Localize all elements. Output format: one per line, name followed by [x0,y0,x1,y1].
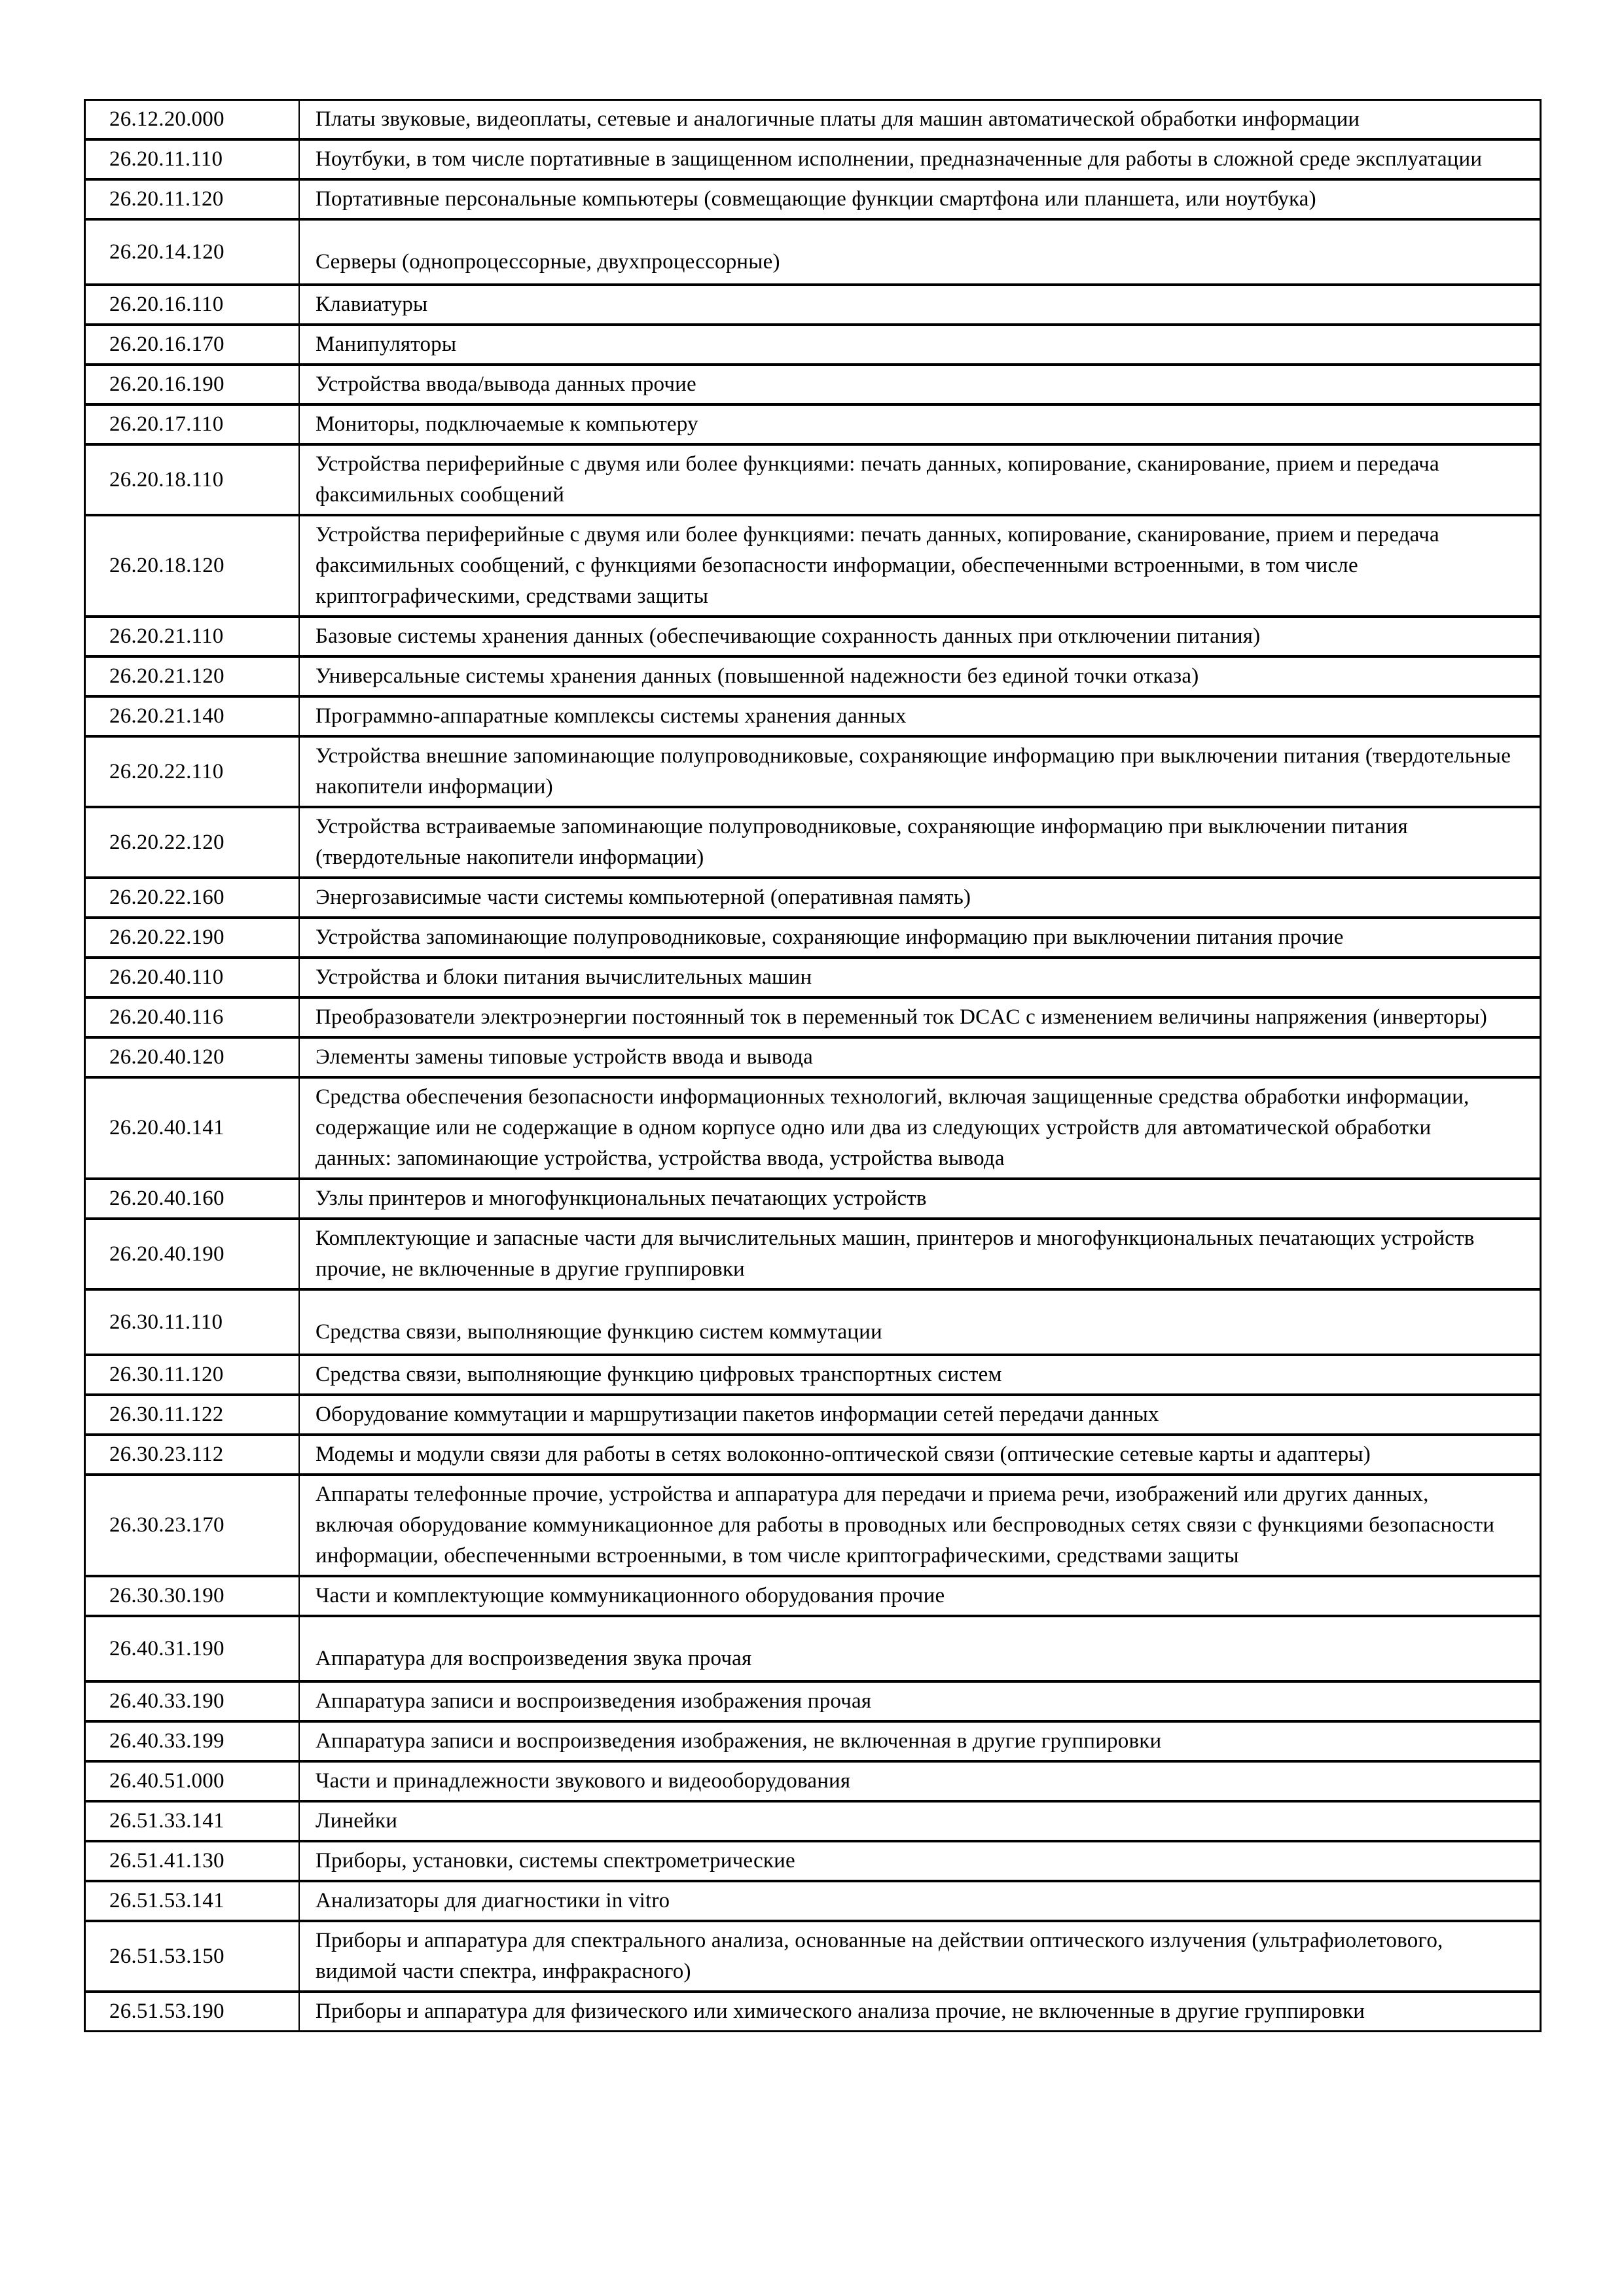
code-cell: 26.20.21.140 [86,698,300,735]
description-cell: Приборы и аппаратура для физического или химического анализа прочие, не включенные в другие группировки [316,2000,1365,2023]
description-cell: Устройства и блоки питания вычислительных машин [316,965,812,989]
table-row [86,1763,1540,1803]
code-cell: 26.30.11.120 [86,1356,300,1393]
table-row [86,181,1540,221]
code-cell: 26.20.40.110 [86,959,300,996]
code-cell: 26.20.40.141 [86,1079,300,1177]
code-cell: 26.51.53.141 [86,1882,300,1920]
table-row [86,1180,1540,1220]
description-cell: Узлы принтеров и многофункциональных печатающих устройств [316,1187,927,1210]
code-cell: 26.20.16.190 [86,366,300,403]
code-cell: 26.51.53.190 [86,1993,300,2030]
table-row [86,1039,1540,1079]
description-cell: Части и комплектующие коммуникационного оборудования прочие [316,1584,945,1607]
code-cell: 26.20.14.120 [86,221,300,283]
code-cell: 26.30.30.190 [86,1577,300,1615]
code-cell: 26.30.23.112 [86,1436,300,1473]
code-cell: 26.20.11.110 [86,141,300,178]
table-row [86,326,1540,366]
description-cell: Базовые системы хранения данных (обеспечивающие сохранность данных при отключении питания) [316,624,1261,648]
table-row [86,1356,1540,1396]
table-row [86,406,1540,446]
table-row [86,366,1540,406]
description-cell: Платы звуковые, видеоплаты, сетевые и аналогичные платы для машин автоматической обработки информации [316,107,1360,131]
code-cell: 26.30.11.110 [86,1291,300,1354]
code-cell: 26.20.22.190 [86,919,300,956]
code-cell: 26.20.18.110 [86,446,300,514]
code-cell: 26.20.21.110 [86,618,300,655]
table-row [86,919,1540,959]
code-cell: 26.30.23.170 [86,1476,300,1575]
table-row [86,1882,1540,1922]
table-row [86,1436,1540,1476]
description-cell: Элементы замены типовые устройств ввода и вывода [316,1045,813,1069]
table-row [86,1723,1540,1763]
description-cell: Устройства запоминающие полупроводниковые, сохраняющие информацию при выключении питания прочие [316,925,1344,949]
code-cell: 26.20.18.120 [86,516,300,615]
description-cell: Оборудование коммутации и маршрутизации пакетов информации сетей передачи данных [316,1403,1159,1426]
code-cell: 26.40.51.000 [86,1763,300,1800]
description-cell: Анализаторы для диагностики in vitro [316,1889,670,1912]
description-cell: Аппаратура записи и воспроизведения изображения прочая [316,1689,872,1713]
description-cell: Устройства периферийные с двумя или более функциями: печать данных, копирование, сканирование, прием и передача факсимильных сообщений [316,452,1439,507]
description-cell: Аппаратура для воспроизведения звука прочая [316,1647,752,1670]
code-cell: 26.20.22.120 [86,808,300,876]
code-cell: 26.20.22.160 [86,879,300,916]
description-cell: Комплектующие и запасные части для вычислительных машин, принтеров и многофункциональных печатающих устройств прочие, не включенные в другие группировки [316,1227,1475,1281]
code-cell: 26.40.33.199 [86,1723,300,1760]
code-cell: 26.20.17.110 [86,406,300,443]
table-row [86,1922,1540,1993]
table-row [86,959,1540,999]
description-cell: Приборы и аппаратура для спектрального анализа, основанные на действии оптического излучения (ультрафиолетового, видимой части спектра, инфракрасного) [316,1929,1443,1983]
table-row [86,1683,1540,1723]
table-row [86,618,1540,658]
description-cell: Устройства периферийные с двумя или более функциями: печать данных, копирование, сканирование, прием и передача факсимильных сообщений, с функциями безопасности информации, обеспеченными встроенными, в том числе криптографическими, средствами защиты [316,523,1439,608]
table-row [86,221,1540,286]
table-row [86,808,1540,879]
table-row [86,879,1540,919]
code-cell: 26.20.21.120 [86,658,300,695]
description-cell: Средства связи, выполняющие функцию цифровых транспортных систем [316,1363,1002,1386]
description-cell: Средства связи, выполняющие функцию систем коммутации [316,1320,882,1344]
code-cell: 26.20.40.120 [86,1039,300,1076]
table-row [86,999,1540,1039]
table-row [86,1842,1540,1882]
table-row [86,1617,1540,1683]
okpd2-codes-table [84,99,1542,2032]
code-cell: 26.51.53.150 [86,1922,300,1990]
description-cell: Универсальные системы хранения данных (повышенной надежности без единой точки отказа) [316,664,1199,688]
table-row [86,1396,1540,1436]
table-row [86,738,1540,808]
code-cell: 26.20.16.110 [86,286,300,323]
table-row [86,1079,1540,1180]
table-row [86,141,1540,181]
description-cell: Портативные персональные компьютеры (совмещающие функции смартфона или планшета, или ноутбука) [316,187,1316,211]
description-cell: Мониторы, подключаемые к компьютеру [316,412,698,436]
code-cell: 26.40.33.190 [86,1683,300,1720]
description-cell: Энергозависимые части системы компьютерной (оперативная память) [316,886,971,909]
description-cell: Линейки [316,1809,398,1833]
code-cell: 26.20.40.160 [86,1180,300,1217]
table-row [86,446,1540,516]
table-row [86,698,1540,738]
table-row [86,1993,1540,2030]
code-cell: 26.51.41.130 [86,1842,300,1880]
description-cell: Серверы (однопроцессорные, двухпроцессорные) [316,250,780,274]
table-row [86,516,1540,618]
code-cell: 26.20.16.170 [86,326,300,363]
description-cell: Части и принадлежности звукового и видеооборудования [316,1769,851,1793]
table-row [86,1577,1540,1617]
description-cell: Устройства внешние запоминающие полупроводниковые, сохраняющие информацию при выключении питания (твердотельные накопители информации) [316,744,1511,798]
table-row [86,286,1540,326]
code-cell: 26.20.22.110 [86,738,300,806]
code-cell: 26.12.20.000 [86,101,300,138]
description-cell: Манипуляторы [316,332,457,356]
code-cell: 26.30.11.122 [86,1396,300,1433]
description-cell: Модемы и модули связи для работы в сетях волоконно-оптической связи (оптические сетевые карты и адаптеры) [316,1443,1371,1466]
table-row [86,658,1540,698]
description-cell: Приборы, установки, системы спектрометрические [316,1849,795,1873]
code-cell: 26.20.11.120 [86,181,300,218]
description-cell: Ноутбуки, в том числе портативные в защищенном исполнении, предназначенные для работы в сложной среде эксплуатации [316,147,1483,171]
description-cell: Устройства ввода/вывода данных прочие [316,372,696,396]
description-cell: Средства обеспечения безопасности информационных технологий, включая защищенные средства обработки информации, содержащие или не содержащие в одном корпусе одно или два из следующих устройств для автоматической обработки данных: запоминающие устройства, устройства ввода, устройства вывода [316,1085,1470,1170]
table-row [86,1220,1540,1291]
description-cell: Устройства встраиваемые запоминающие полупроводниковые, сохраняющие информацию при выключении питания (твердотельные накопители информации) [316,815,1408,869]
description-cell: Аппараты телефонные прочие, устройства и аппаратура для передачи и приема речи, изображений или других данных, включая оборудование коммуникационное для работы в проводных или беспроводных сетях связи с функциями безопасности информации, обеспеченными встроенными, в том числе криптографическими, средствами защиты [316,1482,1495,1568]
table-row [86,1803,1540,1842]
code-cell: 26.40.31.190 [86,1617,300,1680]
code-cell: 26.51.33.141 [86,1803,300,1840]
description-cell: Клавиатуры [316,293,428,316]
table-row [86,1476,1540,1577]
code-cell: 26.20.40.190 [86,1220,300,1288]
description-cell: Преобразователи электроэнергии постоянный ток в переменный ток DCAC с изменением величины напряжения (инверторы) [316,1005,1487,1029]
code-cell: 26.20.40.116 [86,999,300,1036]
table-row [86,101,1540,141]
description-cell: Аппаратура записи и воспроизведения изображения, не включенная в другие группировки [316,1729,1162,1753]
description-cell: Программно-аппаратные комплексы системы хранения данных [316,704,907,728]
table-row [86,1291,1540,1356]
